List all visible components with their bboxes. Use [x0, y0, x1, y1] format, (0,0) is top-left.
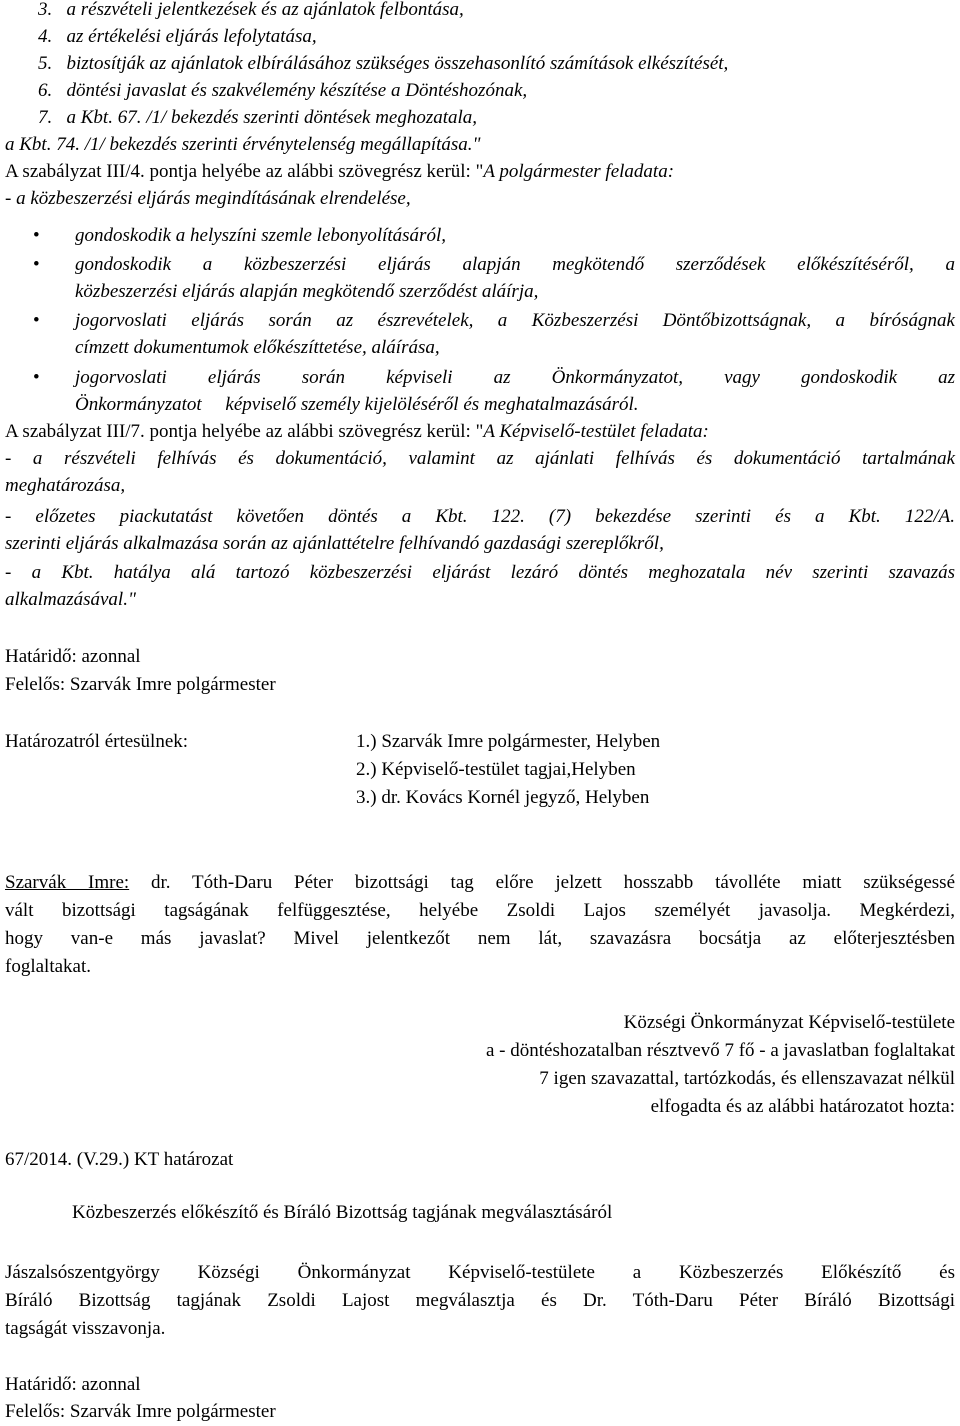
text-line: meghatározása,: [5, 475, 126, 496]
bullet-item: jogorvoslati eljárás során az észrevételek, a Közbeszerzési Döntőbizottságnak, a bíróságnak: [75, 310, 955, 331]
paragraph-iii4-heading: A szabályzat III/4. pontja helyébe az alábbi szövegrész kerül: "A polgármester feladata:: [5, 161, 675, 182]
bullet-dot-icon: •: [33, 254, 40, 275]
text-line: Jászalsószentgyörgy Községi Önkormányzat Képviselő-testülete a Közbeszerzés Előkészítő és: [5, 1262, 955, 1283]
paragraph-iii7-heading: A szabályzat III/7. pontja helyébe az alábbi szövegrész kerül: "A Képviselő-testület feladata:: [5, 421, 709, 442]
text-line: szerinti eljárás alkalmazása során az ajánlattételre felhívandó gazdasági szereplőkről,: [5, 533, 664, 554]
bullet-item: jogorvoslati eljárás során képviseli az Önkormányzatot, vagy gondoskodik az: [75, 367, 955, 388]
resolution-title: Közbeszerzés előkészítő és Bíráló Bizottság tagjának megválasztásáról: [72, 1202, 613, 1223]
bullet-item-continuation: Önkormányzatot képviselő személy kijelöléséről és meghatalmazásáról.: [75, 394, 639, 415]
text-line: Szarvák Imre: dr. Tóth-Daru Péter bizottsági tag előre jelzett hosszabb távolléte miatt szükségessé: [5, 872, 955, 893]
notify-label: Határozatról értesülnek:: [5, 731, 189, 752]
list-item: 2.) Képviselő-testület tagjai,Helyben: [356, 759, 636, 780]
text-line: tagságát visszavonja.: [5, 1318, 166, 1339]
text-line: hogy van-e más javaslat? Mivel jelentkezőt nem lát, szavazásra bocsátja az előterjesztésben: [5, 928, 955, 949]
bullet-dot-icon: •: [33, 367, 40, 388]
text-line: 7 igen szavazattal, tartózkodás, és ellenszavazat nélkül: [539, 1068, 955, 1089]
kbt74-line: a Kbt. 74. /1/ bekezdés szerinti érvénytelenség megállapítása.": [5, 134, 481, 155]
bullet-dot-icon: •: [33, 225, 40, 246]
text-line: foglaltakat.: [5, 956, 91, 977]
text-line: a - döntéshozatalban résztvevő 7 fő - a javaslatban foglaltakat: [486, 1040, 955, 1061]
list-item: 1.) Szarvák Imre polgármester, Helyben: [356, 731, 661, 752]
bullet-item-continuation: közbeszerzési eljárás alapján megkötendő szerződést aláírja,: [75, 281, 539, 302]
text-line: Községi Önkormányzat Képviselő-testülete: [623, 1012, 955, 1033]
list-item: 3. a részvételi jelentkezések és az ajánlatok felbontása,: [38, 0, 464, 20]
list-item: 6. döntési javaslat és szakvélemény készítése a Döntéshozónak,: [38, 80, 528, 101]
text-line: vált bizottsági tagságának felfüggesztése, helyébe Zsoldi Lajos személyét javasolja. Megkérdezi,: [5, 900, 955, 921]
text-line: elfogadta és az alábbi határozatot hozta:: [650, 1096, 955, 1117]
speaker-name: Szarvák Imre:: [5, 872, 130, 893]
bullet-item: gondoskodik a helyszíni szemle lebonyolításáról,: [75, 225, 446, 246]
responsible: Felelős: Szarvák Imre polgármester: [5, 1401, 276, 1422]
list-item: 4. az értékelési eljárás lefolytatása,: [38, 26, 317, 47]
text-line: - előzetes piackutatást követően döntés a Kbt. 122. (7) bekezdése szerinti és a Kbt. 122/A.: [5, 506, 955, 527]
text-line: - a Kbt. hatálya alá tartozó közbeszerzési eljárást lezáró döntés meghozatala név szerinti szavazás: [5, 562, 955, 583]
deadline: Határidő: azonnal: [5, 646, 141, 667]
responsible: Felelős: Szarvák Imre polgármester: [5, 674, 276, 695]
bullet-item-continuation: címzett dokumentumok előkészíttetése, aláírása,: [75, 337, 440, 358]
text-line: alkalmazásával.": [5, 589, 136, 610]
dash-item: - a közbeszerzési eljárás megindításának elrendelése,: [5, 188, 411, 209]
bullet-item: gondoskodik a közbeszerzési eljárás alapján megkötendő szerződések előkészítéséről, a: [75, 254, 955, 275]
deadline: Határidő: azonnal: [5, 1374, 141, 1395]
list-item: 3.) dr. Kovács Kornél jegyző, Helyben: [356, 787, 650, 808]
text-line: - a részvételi felhívás és dokumentáció, valamint az ajánlati felhívás és dokumentáció tartalmának: [5, 448, 955, 469]
bullet-dot-icon: •: [33, 310, 40, 331]
list-item: 5. biztosítják az ajánlatok elbírálásához szükséges összehasonlító számítások elkészítését,: [38, 53, 729, 74]
list-item: 7. a Kbt. 67. /1/ bekezdés szerinti döntések meghozatala,: [38, 107, 478, 128]
text-line: Bíráló Bizottság tagjának Zsoldi Lajost megválasztja és Dr. Tóth-Daru Péter Bíráló Bizottsági: [5, 1290, 955, 1311]
resolution-number: 67/2014. (V.29.) KT határozat: [5, 1149, 234, 1170]
